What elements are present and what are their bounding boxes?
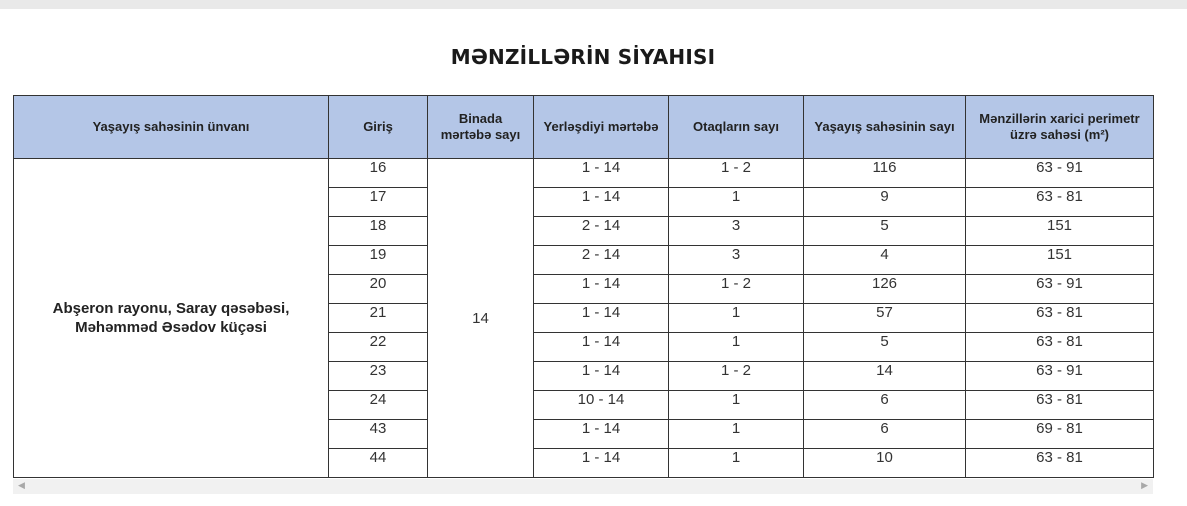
entrance-cell: 18 xyxy=(329,217,428,246)
area-cell: 63 - 91 xyxy=(966,275,1154,304)
rooms-cell: 1 xyxy=(669,304,804,333)
located-floor-cell: 10 - 14 xyxy=(534,391,669,420)
entrance-cell: 16 xyxy=(329,159,428,188)
located-floor-cell: 1 - 14 xyxy=(534,449,669,478)
area-cell: 69 - 81 xyxy=(966,420,1154,449)
area-cell: 63 - 81 xyxy=(966,188,1154,217)
located-floor-cell: 1 - 14 xyxy=(534,420,669,449)
entrance-cell: 21 xyxy=(329,304,428,333)
header-rooms: Otaqların sayı xyxy=(669,96,804,159)
building-floors-cell: 14 xyxy=(428,159,534,478)
rooms-cell: 1 - 2 xyxy=(669,159,804,188)
rooms-cell: 3 xyxy=(669,246,804,275)
rooms-cell: 1 xyxy=(669,391,804,420)
entrance-cell: 19 xyxy=(329,246,428,275)
horizontal-scrollbar[interactable] xyxy=(13,479,1153,494)
living-spaces-cell: 6 xyxy=(804,420,966,449)
living-spaces-cell: 6 xyxy=(804,391,966,420)
located-floor-cell: 1 - 14 xyxy=(534,275,669,304)
living-spaces-cell: 4 xyxy=(804,246,966,275)
located-floor-cell: 1 - 14 xyxy=(534,188,669,217)
top-bar xyxy=(0,0,1187,9)
living-spaces-cell: 5 xyxy=(804,333,966,362)
living-spaces-cell: 10 xyxy=(804,449,966,478)
rooms-cell: 1 - 2 xyxy=(669,362,804,391)
apartments-table xyxy=(13,95,1154,478)
living-spaces-cell: 57 xyxy=(804,304,966,333)
area-cell: 63 - 81 xyxy=(966,391,1154,420)
entrance-cell: 23 xyxy=(329,362,428,391)
located-floor-cell: 2 - 14 xyxy=(534,246,669,275)
living-spaces-cell: 14 xyxy=(804,362,966,391)
rooms-cell: 3 xyxy=(669,217,804,246)
header-address: Yaşayış sahəsinin ünvanı xyxy=(14,96,329,159)
entrance-cell: 22 xyxy=(329,333,428,362)
area-cell: 63 - 81 xyxy=(966,333,1154,362)
scroll-right-icon[interactable]: ▶ xyxy=(1141,480,1148,490)
entrance-cell: 24 xyxy=(329,391,428,420)
living-spaces-cell: 9 xyxy=(804,188,966,217)
header-living-spaces: Yaşayış sahəsinin sayı xyxy=(804,96,966,159)
located-floor-cell: 1 - 14 xyxy=(534,333,669,362)
entrance-cell: 20 xyxy=(329,275,428,304)
living-spaces-cell: 126 xyxy=(804,275,966,304)
apartments-table-container xyxy=(13,95,1154,478)
rooms-cell: 1 xyxy=(669,188,804,217)
table-header-row xyxy=(14,96,1154,159)
area-cell: 151 xyxy=(966,246,1154,275)
header-area: Mənzillərin xarici perimetr üzrə sahəsi (m²) xyxy=(966,96,1154,159)
header-building-floors: Binada mərtəbə sayı xyxy=(428,96,534,159)
area-cell: 63 - 91 xyxy=(966,159,1154,188)
table-row xyxy=(14,159,1154,188)
page-title: MƏNZİLLƏRİN SİYAHISI xyxy=(450,45,716,69)
located-floor-cell: 1 - 14 xyxy=(534,362,669,391)
rooms-cell: 1 xyxy=(669,333,804,362)
located-floor-cell: 1 - 14 xyxy=(534,159,669,188)
entrance-cell: 17 xyxy=(329,188,428,217)
header-located-floor: Yerləşdiyi mərtəbə xyxy=(534,96,669,159)
rooms-cell: 1 xyxy=(669,449,804,478)
rooms-cell: 1 xyxy=(669,420,804,449)
located-floor-cell: 1 - 14 xyxy=(534,304,669,333)
located-floor-cell: 2 - 14 xyxy=(534,217,669,246)
table-body xyxy=(14,159,1154,478)
area-cell: 63 - 91 xyxy=(966,362,1154,391)
area-cell: 63 - 81 xyxy=(966,304,1154,333)
area-cell: 63 - 81 xyxy=(966,449,1154,478)
entrance-cell: 44 xyxy=(329,449,428,478)
living-spaces-cell: 116 xyxy=(804,159,966,188)
scroll-left-icon[interactable]: ◀ xyxy=(18,480,25,490)
rooms-cell: 1 - 2 xyxy=(669,275,804,304)
address-cell: Abşeron rayonu, Saray qəsəbəsi, Məhəmməd Əsədov küçəsi xyxy=(14,159,329,478)
header-entrance: Giriş xyxy=(329,96,428,159)
area-cell: 151 xyxy=(966,217,1154,246)
living-spaces-cell: 5 xyxy=(804,217,966,246)
entrance-cell: 43 xyxy=(329,420,428,449)
